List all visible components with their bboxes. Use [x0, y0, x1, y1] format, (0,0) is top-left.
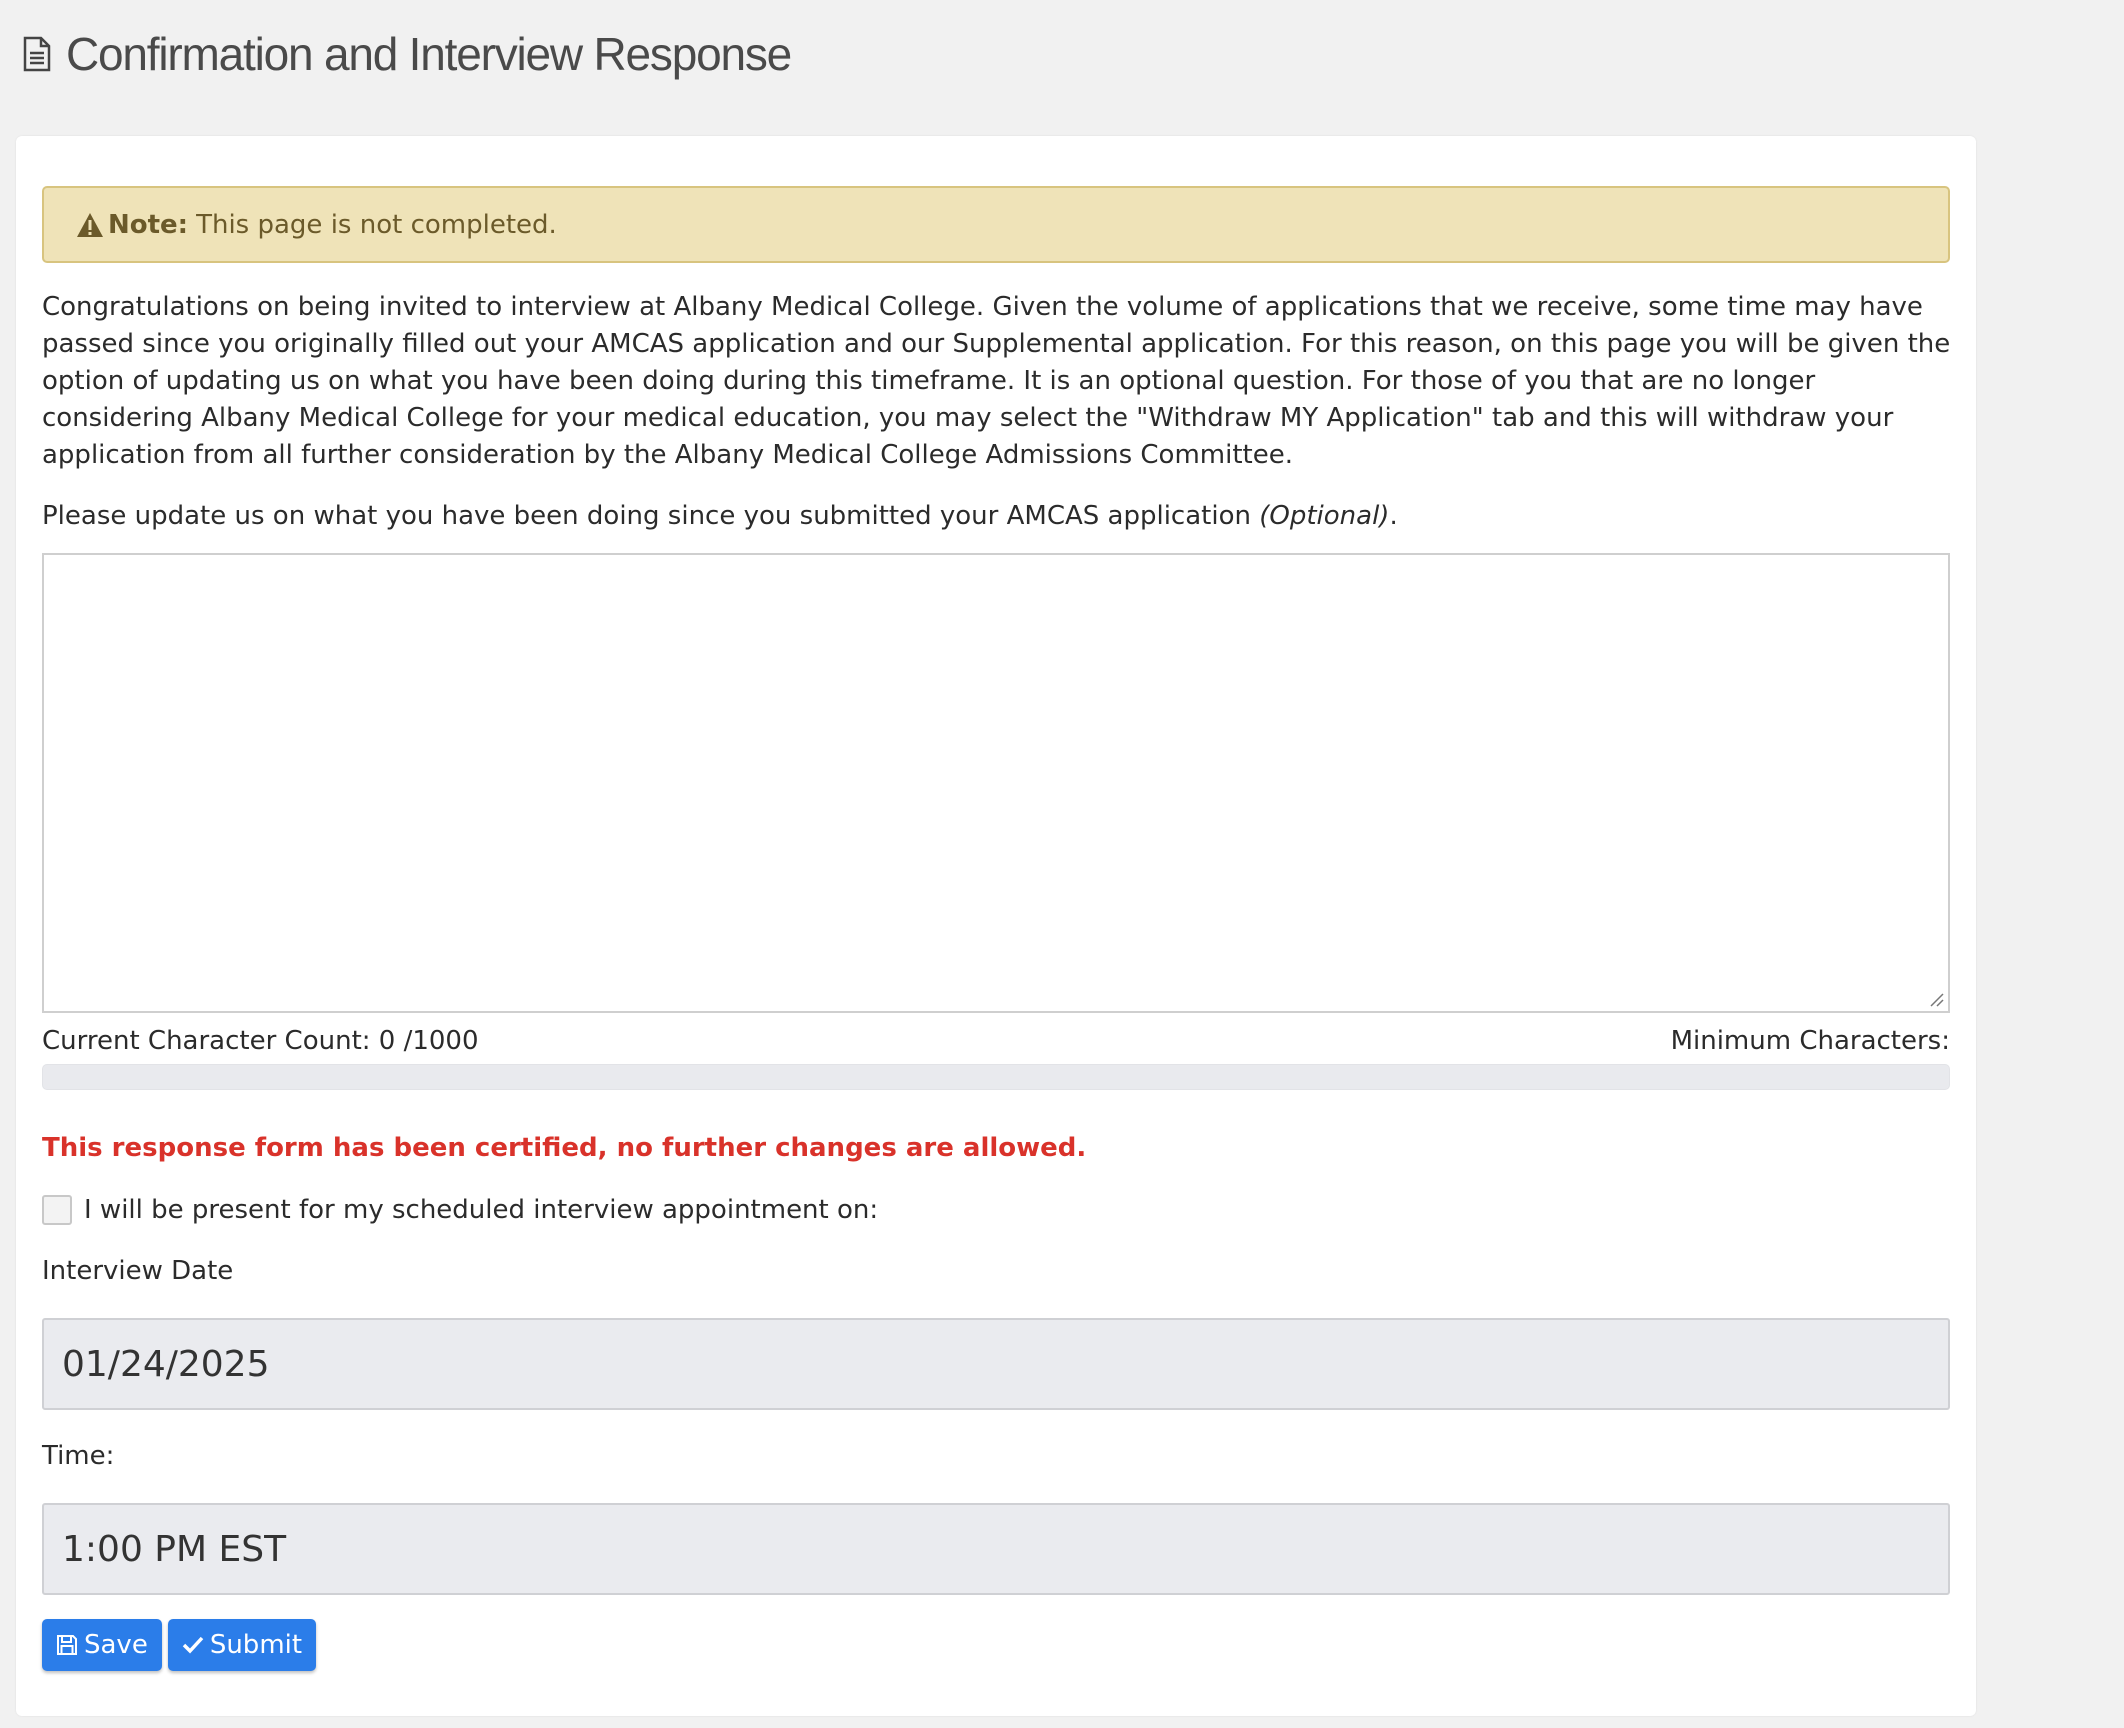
character-progress-bar	[42, 1064, 1950, 1090]
alert-message: This page is not completed.	[196, 209, 557, 240]
interview-time-label: Time:	[42, 1441, 115, 1471]
attendance-row	[42, 1195, 1950, 1225]
resize-grip-icon[interactable]	[1928, 991, 1944, 1007]
page-header	[22, 22, 791, 86]
alert-label: Note:	[108, 209, 189, 240]
interview-date-field[interactable]: 01/24/2025	[42, 1318, 1950, 1410]
checkmark-icon	[182, 1634, 204, 1656]
submit-button[interactable]	[168, 1619, 316, 1671]
update-prompt	[42, 498, 1950, 535]
incomplete-alert	[42, 186, 1950, 263]
floppy-disk-icon	[56, 1634, 78, 1656]
attendance-label: I will be present for my scheduled interview appointment on:	[84, 1195, 879, 1225]
intro-text: Congratulations on being invited to interview at Albany Medical College. Given the volume of applications that we receive, some time may have passed since you originally filled out your AMCAS application and our Supplemental application. For this reason, on this page you will be given the option of updating us on what you have been doing during this timeframe. It is an optional question. For those of you that are no longer considering Albany Medical College for your medical education, you may select the "Withdraw MY Application" tab and this will withdraw your application from all further consideration by the Albany Medical College Admissions Committee.	[42, 292, 1951, 470]
optional-label: (Optional)	[1259, 501, 1390, 531]
update-textarea[interactable]	[42, 553, 1950, 1013]
save-button[interactable]	[42, 1619, 162, 1671]
warning-icon	[76, 212, 104, 238]
certified-message: This response form has been certified, no further changes are allowed.	[42, 1133, 1087, 1163]
interview-date-label: Interview Date	[42, 1256, 234, 1286]
update-prompt-text: Please update us on what you have been doing since you submitted your AMCAS application	[42, 501, 1251, 531]
attendance-checkbox[interactable]	[42, 1195, 72, 1225]
character-count-row	[42, 1023, 1950, 1060]
prompt-suffix: .	[1389, 501, 1398, 531]
submit-label: Submit	[209, 1630, 303, 1660]
document-icon	[22, 36, 52, 72]
character-count: Current Character Count: 0 /1000	[42, 1026, 479, 1056]
update-textarea-wrap	[42, 553, 1950, 1013]
card-content	[42, 186, 1950, 1671]
page-title: Confirmation and Interview Response	[66, 28, 792, 80]
minimum-characters: Minimum Characters:	[1670, 1026, 1950, 1056]
save-label: Save	[84, 1630, 148, 1660]
response-card	[16, 136, 1976, 1716]
action-buttons	[42, 1619, 1950, 1671]
interview-time-field[interactable]: 1:00 PM EST	[42, 1503, 1950, 1595]
